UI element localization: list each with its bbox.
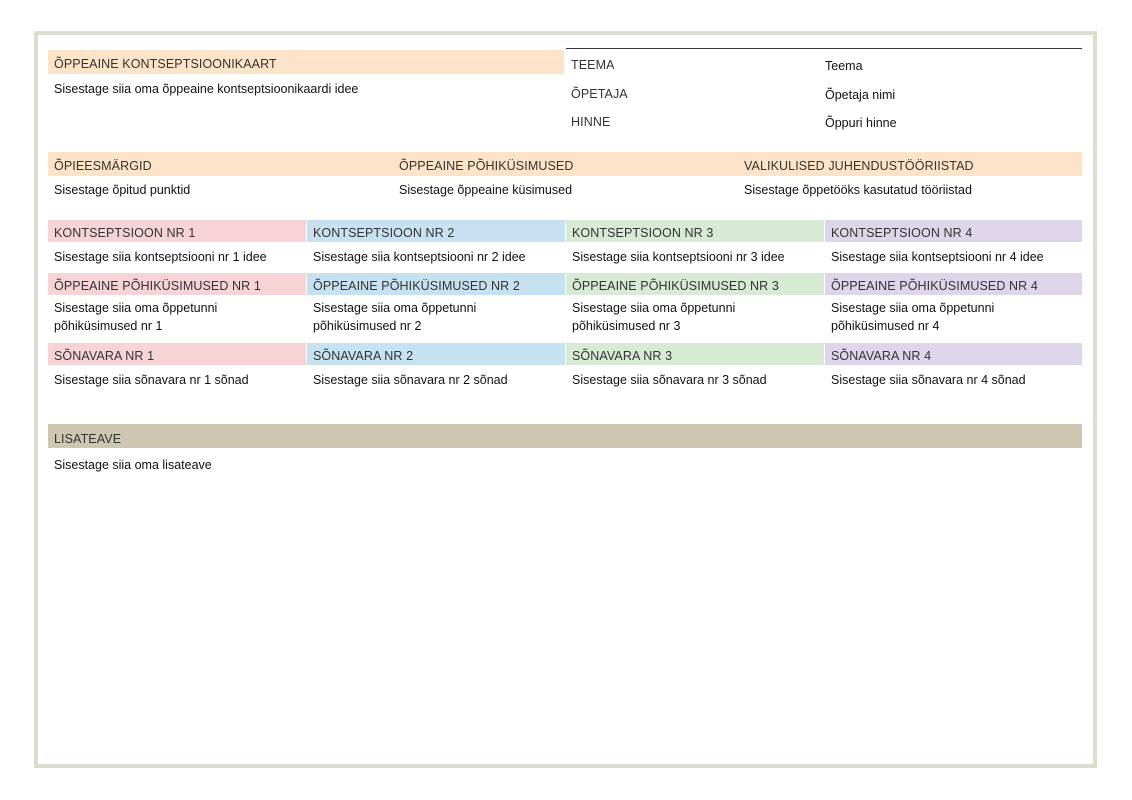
info-table-rule: [566, 48, 1082, 49]
questions-3-text[interactable]: Sisestage siia oma õppetunni põhiküsimused nr 3: [572, 301, 736, 333]
info-value-topic[interactable]: Teema: [825, 59, 863, 73]
questions-4-text[interactable]: Sisestage siia oma õppetunni põhiküsimused nr 4: [831, 301, 995, 333]
info-label-topic: TEEMA: [571, 58, 615, 72]
map-idea-text[interactable]: Sisestage siia oma õppeaine kontseptsioonikaardi idee: [54, 82, 359, 96]
additional-title: LISATEAVE: [54, 432, 122, 446]
vocab-4-text[interactable]: Sisestage siia sõnavara nr 4 sõnad: [831, 373, 1026, 387]
concept-4-title: KONTSEPTSIOON NR 4: [831, 226, 973, 240]
vocab-3-text[interactable]: Sisestage siia sõnavara nr 3 sõnad: [572, 373, 767, 387]
vocab-3-title: SÕNAVARA NR 3: [572, 349, 673, 363]
questions-1-text[interactable]: Sisestage siia oma õppetunni põhiküsimused nr 1: [54, 301, 218, 333]
concept-2-idea[interactable]: Sisestage siia kontseptsiooni nr 2 idee: [313, 250, 526, 264]
info-label-teacher: ÕPETAJA: [571, 87, 628, 101]
key-questions-text[interactable]: Sisestage õppeaine küsimused: [399, 183, 573, 197]
info-value-teacher[interactable]: Õpetaja nimi: [825, 88, 896, 102]
vocab-1-title: SÕNAVARA NR 1: [54, 349, 155, 363]
concept-1-idea[interactable]: Sisestage siia kontseptsiooni nr 1 idee: [54, 250, 267, 264]
info-value-grade[interactable]: Õppuri hinne: [825, 116, 897, 130]
questions-2-text[interactable]: Sisestage siia oma õppetunni põhiküsimused nr 2: [313, 301, 477, 333]
questions-3-title: ÕPPEAINE PÕHIKÜSIMUSED NR 3: [572, 279, 779, 293]
vocab-1-text[interactable]: Sisestage siia sõnavara nr 1 sõnad: [54, 373, 249, 387]
concept-3-title: KONTSEPTSIOON NR 3: [572, 226, 714, 240]
concept-1-title: KONTSEPTSIOON NR 1: [54, 226, 196, 240]
page-title: ÕPPEAINE KONTSEPTSIOONIKAART: [54, 57, 277, 71]
page-frame: [34, 31, 1097, 768]
additional-band: [48, 424, 1082, 448]
questions-2-title: ÕPPEAINE PÕHIKÜSIMUSED NR 2: [313, 279, 520, 293]
concept-4-idea[interactable]: Sisestage siia kontseptsiooni nr 4 idee: [831, 250, 1044, 264]
questions-1-title: ÕPPEAINE PÕHIKÜSIMUSED NR 1: [54, 279, 261, 293]
tools-title: VALIKULISED JUHENDUSTÖÖRIISTAD: [744, 159, 974, 173]
tools-text[interactable]: Sisestage õppetööks kasutatud tööriistad: [744, 183, 972, 197]
concept-3-idea[interactable]: Sisestage siia kontseptsiooni nr 3 idee: [572, 250, 785, 264]
vocab-2-title: SÕNAVARA NR 2: [313, 349, 414, 363]
questions-4-title: ÕPPEAINE PÕHIKÜSIMUSED NR 4: [831, 279, 1038, 293]
learning-goals-text[interactable]: Sisestage õpitud punktid: [54, 183, 191, 197]
vocab-4-title: SÕNAVARA NR 4: [831, 349, 932, 363]
info-label-grade: HINNE: [571, 115, 611, 129]
additional-text[interactable]: Sisestage siia oma lisateave: [54, 458, 212, 472]
vocab-2-text[interactable]: Sisestage siia sõnavara nr 2 sõnad: [313, 373, 508, 387]
key-questions-title: ÕPPEAINE PÕHIKÜSIMUSED: [399, 159, 574, 173]
concept-2-title: KONTSEPTSIOON NR 2: [313, 226, 455, 240]
learning-goals-title: ÕPIEESMÄRGID: [54, 159, 152, 173]
